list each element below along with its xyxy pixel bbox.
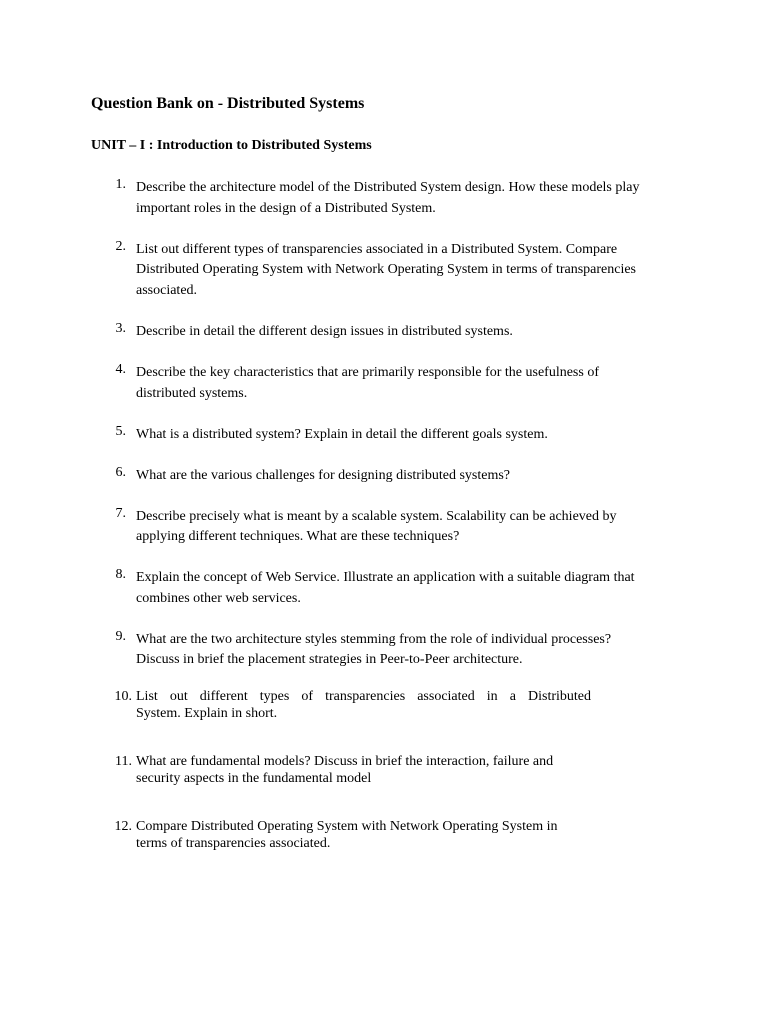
question-text-line: terms of transparencies associated. xyxy=(136,836,331,851)
question-number: 3. xyxy=(115,321,126,336)
question-text-line: What are the various challenges for designing distributed systems? xyxy=(136,468,511,483)
question-text-line: security aspects in the fundamental model xyxy=(136,771,372,786)
question-text-line: Describe in detail the different design issues in distributed systems. xyxy=(136,324,513,339)
question-text-line: Discuss in brief the placement strategies in Peer-to-Peer architecture. xyxy=(136,652,523,667)
question-number: 10. xyxy=(114,689,132,704)
question-number: 5. xyxy=(115,424,126,439)
page-title: Question Bank on - Distributed Systems xyxy=(91,95,365,112)
question-number: 11. xyxy=(115,754,132,769)
question-text-line: applying different techniques. What are these techniques? xyxy=(136,529,460,544)
question-text-line: Describe precisely what is meant by a scalable system. Scalability can be achieved by xyxy=(136,509,617,524)
question-text-line: Distributed Operating System with Network Operating System in terms of transparencies xyxy=(136,262,637,277)
question-text-line: distributed systems. xyxy=(136,386,248,401)
question-number: 7. xyxy=(115,506,126,521)
question-text-line: Describe the key characteristics that are primarily responsible for the usefulness of xyxy=(136,365,599,380)
question-text-line: What are fundamental models? Discuss in brief the interaction, failure and xyxy=(136,754,554,769)
question-number: 4. xyxy=(115,362,126,377)
question-text-line: List out different types of transparencies associated in a Distributed System. Compare xyxy=(136,242,618,257)
question-text-line: associated. xyxy=(136,283,198,298)
question-text-line: Describe the architecture model of the Distributed System design. How these models play xyxy=(136,180,640,195)
question-text-line: What are the two architecture styles stemming from the role of individual processes? xyxy=(136,632,612,647)
question-number: 1. xyxy=(115,177,126,192)
question-text-line: System. Explain in short. xyxy=(136,706,278,721)
question-text-line: List out different types of transparencies associated in a Distributed xyxy=(136,689,591,704)
question-number: 12. xyxy=(114,819,132,834)
question-number: 9. xyxy=(115,629,126,644)
question-number: 2. xyxy=(115,239,126,254)
question-text-line: What is a distributed system? Explain in detail the different goals system. xyxy=(136,427,548,442)
question-text-line: combines other web services. xyxy=(136,591,301,606)
question-number: 8. xyxy=(115,567,126,582)
question-text-line: Compare Distributed Operating System with Network Operating System in xyxy=(136,819,558,834)
question-text-line: Explain the concept of Web Service. Illustrate an application with a suitable diagram that xyxy=(136,570,635,585)
question-number: 6. xyxy=(115,465,126,480)
question-text-line: important roles in the design of a Distributed System. xyxy=(136,201,436,216)
unit-heading: UNIT – I : Introduction to Distributed Systems xyxy=(91,138,372,153)
